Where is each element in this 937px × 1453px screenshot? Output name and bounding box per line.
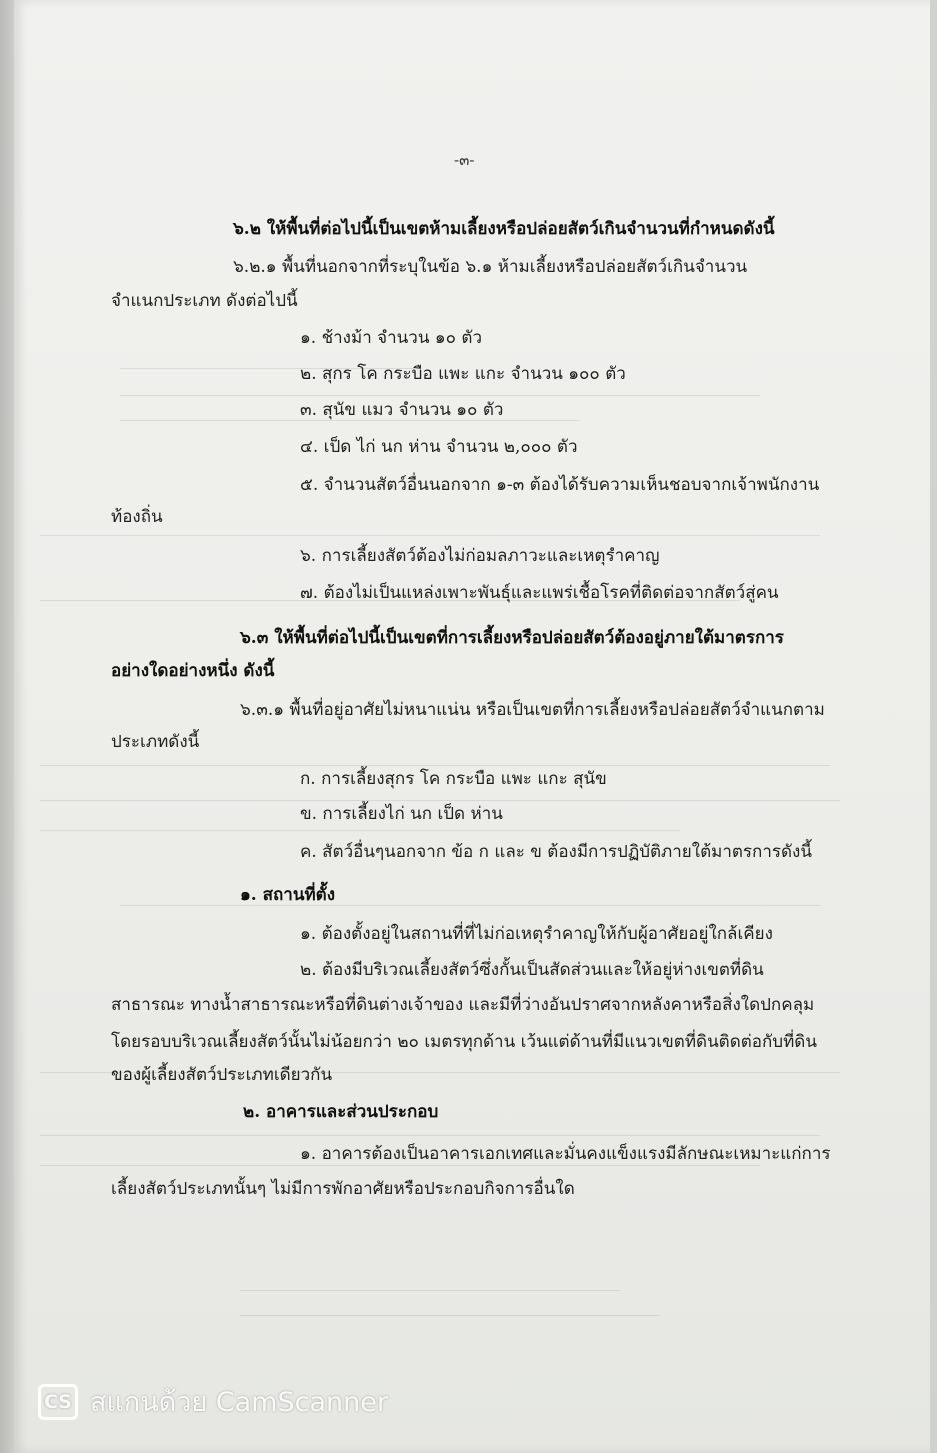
building-item-cont: เลี้ยงสัตว์ประเภทนั้นๆ ไม่มีการพักอาศัยหรือประกอบกิจการอื่นใด (111, 1179, 575, 1199)
location-item-cont: สาธารณะ ทางน้ำสาธารณะหรือที่ดินต่างเจ้าของ และมีที่ว่างอันปราศจากหลังคาหรือสิ่งใดปกคลุม (111, 995, 815, 1015)
section-6-2-heading: ๖.๒ ให้พื้นที่ต่อไปนี้เป็นเขตห้ามเลี้ยงหรือปล่อยสัตว์เกินจำนวนที่กำหนดดังนี้ (233, 219, 775, 239)
building-item: ๑. อาคารต้องเป็นอาคารเอกเทศและมั่นคงแข็งแรงมีลักษณะเหมาะแก่การ (300, 1144, 831, 1164)
sub-list-item: ข. การเลี้ยงไก่ นก เป็ด ห่าน (300, 804, 503, 824)
list-item: ๔. เป็ด ไก่ นก ห่าน จำนวน ๒,๐๐๐ ตัว (300, 437, 578, 457)
section-6-3-heading: ๖.๓ ให้พื้นที่ต่อไปนี้เป็นเขตที่การเลี้ยงหรือปล่อยสัตว์ต้องอยู่ภายใต้มาตรการ (240, 628, 784, 648)
page-number: -๓- (454, 151, 475, 169)
location-item: ๒. ต้องมีบริเวณเลี้ยงสัตว์ซึ่งกั้นเป็นสัดส่วนและให้อยู่ห่างเขตที่ดิน (300, 960, 764, 980)
section-6-3-1-text-cont: ประเภทดังนี้ (111, 732, 200, 752)
camscanner-logo-icon: CS (38, 1384, 78, 1420)
sub-list-item: ค. สัตว์อื่นๆนอกจาก ข้อ ก และ ข ต้องมีการปฏิบัติภายใต้มาตรการดังนี้ (300, 842, 812, 862)
location-heading: ๑. สถานที่ตั้ง (240, 885, 336, 905)
list-item-cont: ท้องถิ่น (111, 507, 163, 527)
camscanner-watermark-text: สแกนด้วย CamScanner (90, 1387, 388, 1418)
location-item: ๑. ต้องตั้งอยู่ในสถานที่ที่ไม่ก่อเหตุรำคาญให้กับผู้อาศัยอยู่ใกล้เคียง (300, 924, 773, 944)
section-6-3-heading-cont: อย่างใดอย่างหนึ่ง ดังนี้ (111, 661, 275, 681)
section-6-2-1-text-cont: จำแนกประเภท ดังต่อไปนี้ (111, 291, 298, 311)
camscanner-watermark (38, 1380, 388, 1423)
location-item-cont: โดยรอบบริเวณเลี้ยงสัตว์นั้นไม่น้อยกว่า ๒๐ เมตรทุกด้าน เว้นแต่ด้านที่มีแนวเขตที่ดินติดต่อกับที่ดิน (111, 1032, 817, 1052)
list-item: ๖. การเลี้ยงสัตว์ต้องไม่ก่อมลภาวะและเหตุรำคาญ (300, 546, 660, 566)
list-item: ๑. ช้างม้า จำนวน ๑๐ ตัว (300, 328, 482, 348)
list-item: ๒. สุกร โค กระบือ แพะ แกะ จำนวน ๑๐๐ ตัว (300, 364, 626, 384)
building-heading: ๒. อาคารและส่วนประกอบ (243, 1102, 439, 1122)
location-item-cont: ของผู้เลี้ยงสัตว์ประเภทเดียวกัน (111, 1065, 333, 1085)
section-6-3-1-text: ๖.๓.๑ พื้นที่อยู่อาศัยไม่หนาแน่น หรือเป็นเขตที่การเลี้ยงหรือปล่อยสัตว์จำแนกตาม (240, 700, 825, 720)
list-item: ๓. สุนัข แมว จำนวน ๑๐ ตัว (300, 400, 504, 420)
list-item: ๕. จำนวนสัตว์อื่นนอกจาก ๑-๓ ต้องได้รับความเห็นชอบจากเจ้าพนักงาน (300, 475, 820, 495)
list-item: ๗. ต้องไม่เป็นแหล่งเพาะพันธุ์และแพร่เชื้อโรคที่ติดต่อจากสัตว์สู่คน (300, 583, 779, 603)
sub-list-item: ก. การเลี้ยงสุกร โค กระบือ แพะ แกะ สุนัข (300, 769, 607, 789)
page-right-edge (930, 0, 937, 1453)
section-6-2-1-text: ๖.๒.๑ พื้นที่นอกจากที่ระบุในข้อ ๖.๑ ห้ามเลี้ยงหรือปล่อยสัตว์เกินจำนวน (233, 257, 748, 277)
